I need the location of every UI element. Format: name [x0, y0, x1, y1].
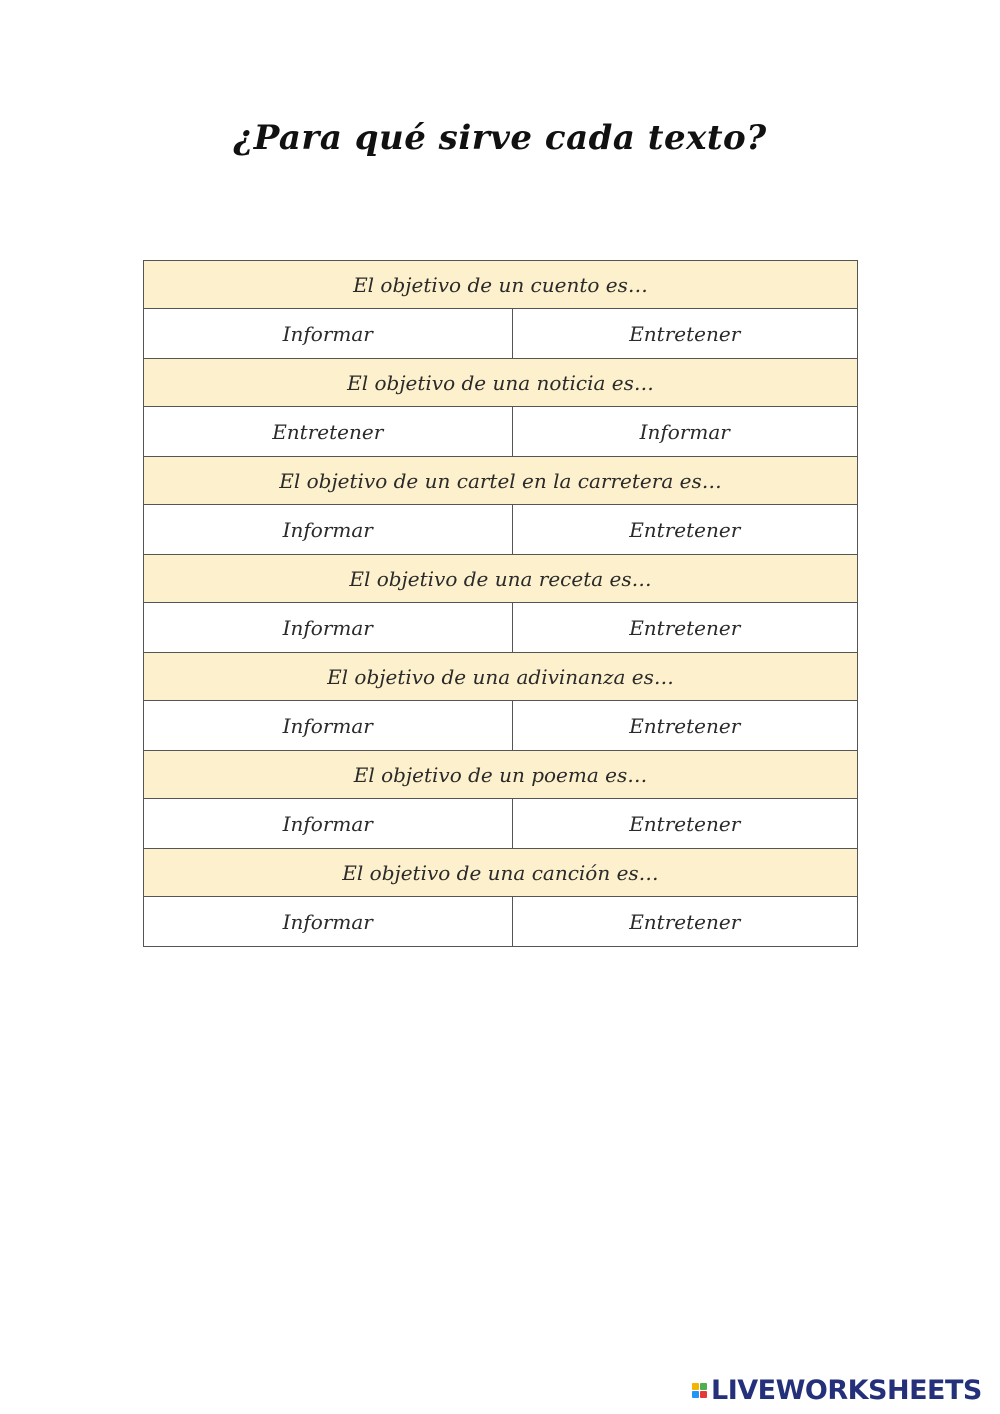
option-left[interactable]: Informar: [144, 309, 513, 359]
options-row: [144, 701, 858, 751]
option-right[interactable]: Informar: [512, 407, 858, 457]
question-cancion: El objetivo de una canción es…: [144, 849, 858, 897]
option-left[interactable]: Entretener: [144, 407, 513, 457]
logo-square: [692, 1391, 699, 1398]
option-left[interactable]: Informar: [144, 603, 513, 653]
options-row: [144, 407, 858, 457]
question-row: [144, 261, 858, 309]
question-cuento: El objetivo de un cuento es…: [144, 261, 858, 309]
options-row: [144, 505, 858, 555]
question-receta: El objetivo de una receta es…: [144, 555, 858, 603]
logo-square: [692, 1383, 699, 1390]
options-row: [144, 897, 858, 947]
question-cartel: El objetivo de un cartel en la carretera es…: [144, 457, 858, 505]
option-left[interactable]: Informar: [144, 799, 513, 849]
option-right[interactable]: Entretener: [512, 897, 858, 947]
question-noticia: El objetivo de una noticia es…: [144, 359, 858, 407]
question-row: [144, 555, 858, 603]
worksheet-table: [143, 260, 858, 947]
liveworksheets-logo: [692, 1374, 992, 1406]
option-left[interactable]: Informar: [144, 505, 513, 555]
question-poema: El objetivo de un poema es…: [144, 751, 858, 799]
options-row: [144, 799, 858, 849]
page-title: ¿Para qué sirve cada texto?: [233, 118, 767, 158]
question-adivinanza: El objetivo de una adivinanza es…: [144, 653, 858, 701]
logo-square: [700, 1391, 707, 1398]
question-row: [144, 751, 858, 799]
option-right[interactable]: Entretener: [512, 701, 858, 751]
liveworksheets-logo-icon: [692, 1383, 707, 1398]
logo-square: [700, 1383, 707, 1390]
question-row: [144, 359, 858, 407]
logo-text: LIVEWORKSHEETS: [711, 1374, 982, 1406]
options-row: [144, 603, 858, 653]
question-row: [144, 849, 858, 897]
question-row: [144, 653, 858, 701]
option-left[interactable]: Informar: [144, 701, 513, 751]
options-row: [144, 309, 858, 359]
option-right[interactable]: Entretener: [512, 799, 858, 849]
option-right[interactable]: Entretener: [512, 603, 858, 653]
option-left[interactable]: Informar: [144, 897, 513, 947]
question-row: [144, 457, 858, 505]
option-right[interactable]: Entretener: [512, 505, 858, 555]
option-right[interactable]: Entretener: [512, 309, 858, 359]
